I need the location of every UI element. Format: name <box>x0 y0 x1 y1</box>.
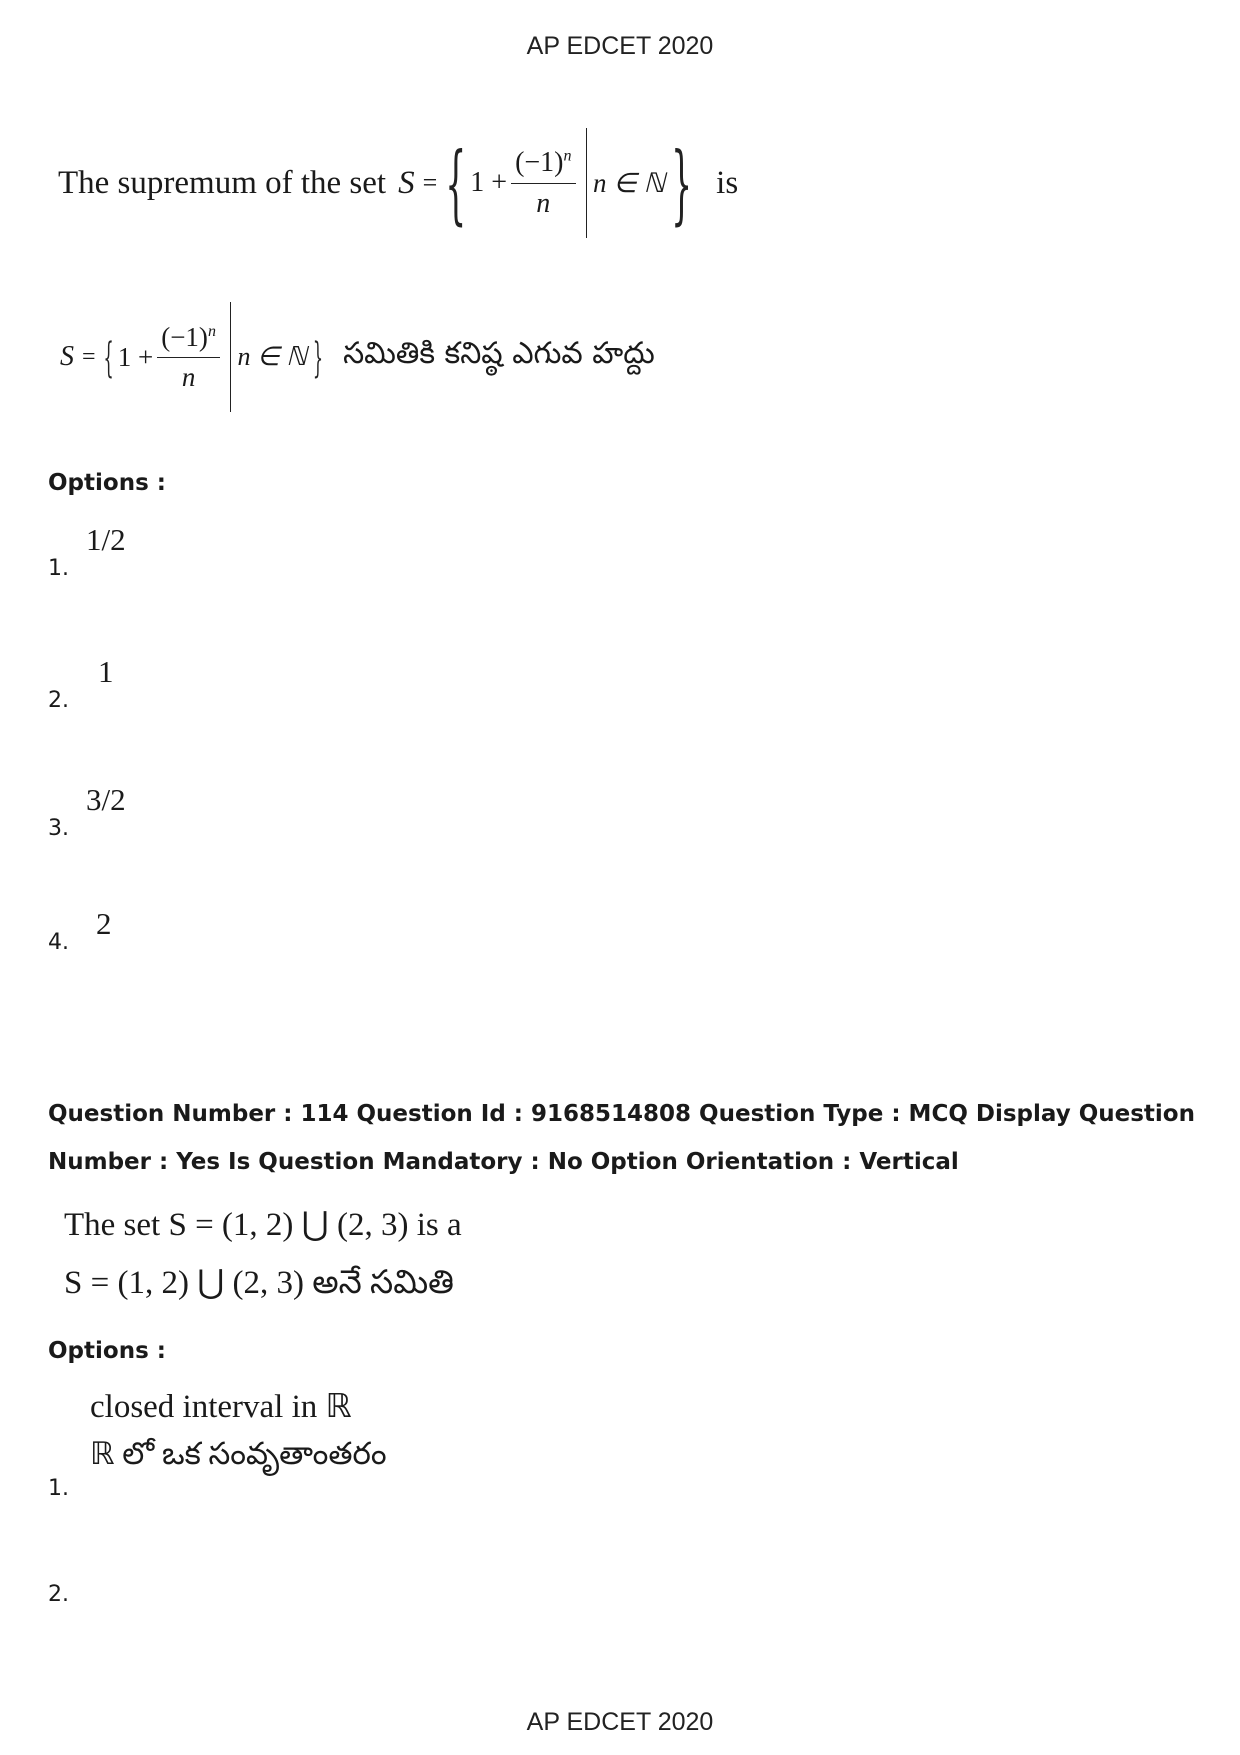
q113-set-lhs: S <box>398 164 415 201</box>
q113-option-1[interactable]: 1/2 <box>86 522 126 557</box>
q113-stem-en <box>58 128 738 238</box>
left-brace: { <box>103 332 114 382</box>
q113-set-one-te: 1 + <box>117 341 154 372</box>
q113-set-den-te: n <box>181 361 196 392</box>
q113-stem-te <box>60 302 655 412</box>
q113-option-4-number: 4. <box>48 930 69 955</box>
q114-option-1-te: ℝ లో ఒక సంవృతాంతరం <box>90 1436 387 1471</box>
right-brace: } <box>671 132 693 234</box>
q113-option-2[interactable]: 1 <box>98 654 114 689</box>
q113-set-exp: n <box>563 147 572 165</box>
q114-option-1-number: 1. <box>48 1476 69 1501</box>
left-brace: { <box>445 132 467 234</box>
q113-option-3[interactable]: 3/2 <box>86 782 126 817</box>
equals-sign: = <box>82 343 96 370</box>
right-brace: } <box>312 332 324 382</box>
q113-set-cond: n ∈ ℕ <box>593 167 666 198</box>
q113-option-2-number: 2. <box>48 688 69 713</box>
q114-stem-te: S = (1, 2) ⋃ (2, 3) అనే సమితి <box>64 1265 454 1301</box>
q114-stem-en: The set S = (1, 2) ⋃ (2, 3) is a <box>64 1207 462 1243</box>
page-header: AP EDCET 2020 <box>526 32 714 60</box>
q114-option-1-en: closed interval in ℝ <box>90 1389 352 1425</box>
q113-set-one: 1 + <box>470 167 508 198</box>
q114-option-2-number: 2. <box>48 1582 69 1607</box>
q113-options-label: Options : <box>48 470 166 496</box>
set-builder-bar <box>586 128 588 238</box>
q113-stem-te-text: సమితికి కనిష్ఠ ఎగువ హద్దు <box>343 336 655 371</box>
q113-set-den: n <box>536 187 551 219</box>
q113-fraction <box>511 147 575 220</box>
q113-option-3-number: 3. <box>48 816 69 841</box>
q113-fraction-te <box>157 322 220 393</box>
q113-stem-prefix: The supremum of the set <box>58 164 387 201</box>
q114-options-label: Options : <box>48 1338 166 1364</box>
q113-set-num: (−1) <box>515 146 564 178</box>
q114-meta <box>48 1090 1198 1186</box>
q113-set-num-te: (−1) <box>161 321 208 352</box>
q113-set-exp-te: n <box>207 322 216 340</box>
q113-stem-suffix: is <box>716 164 739 201</box>
q114-meta-line-2: Number : Yes Is Question Mandatory : No Option Orientation : Vertical <box>48 1149 959 1175</box>
q114-option-1[interactable] <box>90 1386 387 1479</box>
q113-set-cond-te: n ∈ ℕ <box>237 342 307 371</box>
q113-option-1-number: 1. <box>48 556 69 581</box>
q114-meta-line-1: Question Number : 114 Question Id : 9168514808 Question Type : MCQ Display Question <box>48 1101 1195 1127</box>
page-footer: AP EDCET 2020 <box>526 1708 714 1736</box>
equals-sign: = <box>422 168 438 197</box>
q113-option-4[interactable]: 2 <box>96 906 112 941</box>
q113-set-lhs-te: S <box>60 341 74 372</box>
set-builder-bar <box>230 302 232 412</box>
